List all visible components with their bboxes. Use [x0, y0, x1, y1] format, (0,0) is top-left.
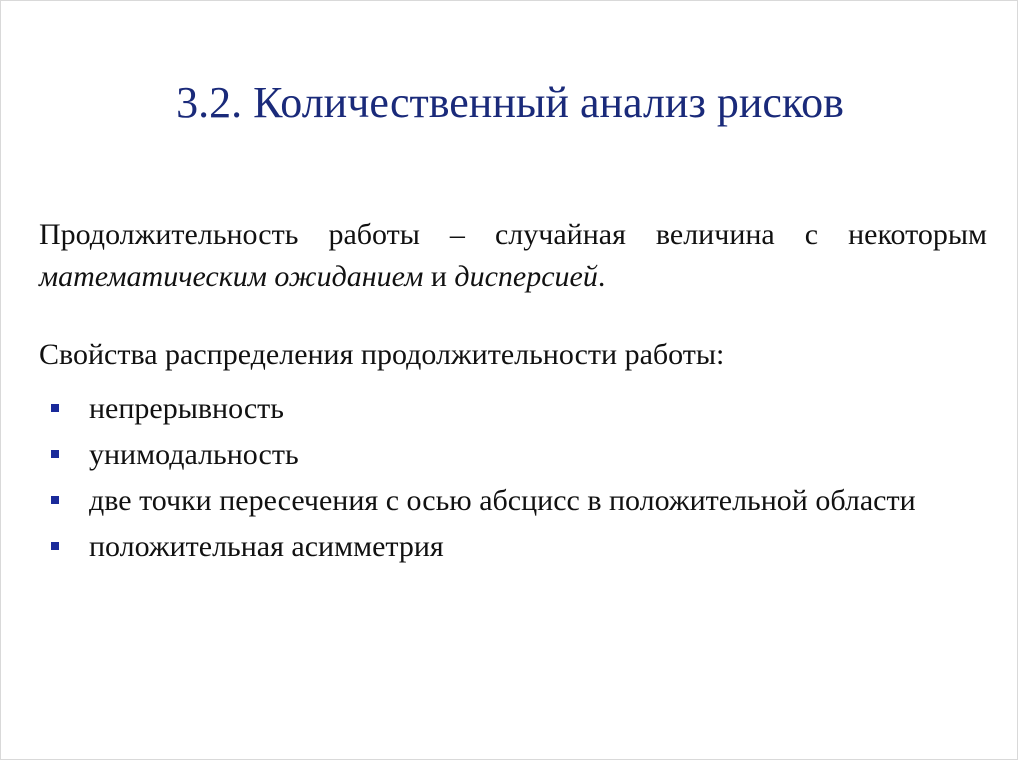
- paragraph-properties-heading: Свойства распределения продолжительности работы:: [39, 338, 725, 371]
- list-item-text: положительная асимметрия: [89, 530, 444, 563]
- list-item: [39, 435, 939, 475]
- italic-term-dispersion: дисперсией: [454, 260, 598, 293]
- list-item-text: две точки пересечения с осью абсцисс в положительной области: [89, 484, 916, 517]
- square-bullet-icon: [51, 450, 59, 458]
- properties-list: [39, 389, 939, 573]
- paragraph-text-a: Продолжительность работы – случайная величина с некоторым: [39, 218, 987, 251]
- list-item: [39, 389, 939, 429]
- list-item: [39, 527, 939, 567]
- square-bullet-icon: [51, 404, 59, 412]
- list-item-text: непрерывность: [89, 392, 284, 425]
- slide-title: 3.2. Количественный анализ рисков: [176, 78, 844, 127]
- italic-term-expectation: математическим ожиданием: [39, 260, 424, 293]
- square-bullet-icon: [51, 542, 59, 550]
- paragraph-definition: [39, 214, 987, 298]
- paragraph-text-c: .: [597, 260, 606, 293]
- list-item-text: унимодальность: [89, 438, 299, 471]
- list-item: [39, 481, 939, 521]
- paragraph-text-b: и: [423, 260, 455, 293]
- square-bullet-icon: [51, 496, 59, 504]
